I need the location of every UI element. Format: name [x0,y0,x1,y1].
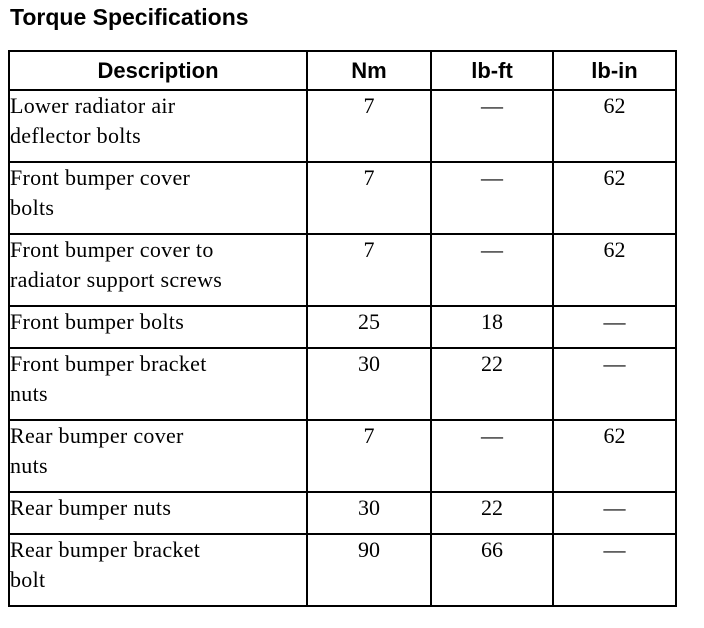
lb-in-cell: 62 [553,234,676,306]
lb-ft-cell: 22 [431,348,553,420]
nm-cell: 30 [307,348,431,420]
table-row [9,234,676,306]
lb-in-cell: 62 [553,90,676,162]
description-line: Front bumper cover [10,165,191,190]
header-description: Description [9,51,307,90]
description-cell [9,534,307,606]
description-line: nuts [10,381,48,406]
table-row [9,306,676,348]
description-line: bolts [10,195,55,220]
nm-cell: 30 [307,492,431,534]
description-cell [9,306,307,348]
lb-ft-cell: — [431,162,553,234]
lb-in-cell: — [553,492,676,534]
description-line: Rear bumper bracket [10,537,201,562]
lb-ft-cell: 22 [431,492,553,534]
lb-in-cell: — [553,306,676,348]
header-nm: Nm [307,51,431,90]
table-row [9,90,676,162]
description-line: nuts [10,453,48,478]
lb-in-cell: — [553,534,676,606]
table-row [9,492,676,534]
description-cell [9,162,307,234]
description-line: deflector bolts [10,123,141,148]
description-line: Front bumper bolts [10,309,185,334]
description-line: Lower radiator air [10,93,176,118]
table-row [9,162,676,234]
table-row [9,420,676,492]
description-line: radiator support screws [10,267,223,292]
description-cell [9,234,307,306]
description-line: Front bumper bracket [10,351,207,376]
lb-ft-cell: — [431,234,553,306]
header-lb-ft: lb-ft [431,51,553,90]
lb-ft-cell: — [431,420,553,492]
lb-ft-cell: — [431,90,553,162]
description-cell [9,90,307,162]
table-row [9,348,676,420]
nm-cell: 25 [307,306,431,348]
description-line: Rear bumper nuts [10,495,172,520]
description-line: bolt [10,567,46,592]
table-header-row [9,51,676,90]
page-title: Torque Specifications [10,4,249,30]
lb-ft-cell: 66 [431,534,553,606]
lb-in-cell: 62 [553,420,676,492]
nm-cell: 7 [307,234,431,306]
nm-cell: 7 [307,90,431,162]
description-line: Rear bumper cover [10,423,184,448]
torque-spec-table [8,50,677,607]
table-row [9,534,676,606]
header-lb-in: lb-in [553,51,676,90]
description-line: Front bumper cover to [10,237,214,262]
lb-in-cell: — [553,348,676,420]
lb-ft-cell: 18 [431,306,553,348]
nm-cell: 7 [307,162,431,234]
nm-cell: 7 [307,420,431,492]
description-cell [9,348,307,420]
description-cell [9,492,307,534]
nm-cell: 90 [307,534,431,606]
description-cell [9,420,307,492]
lb-in-cell: 62 [553,162,676,234]
